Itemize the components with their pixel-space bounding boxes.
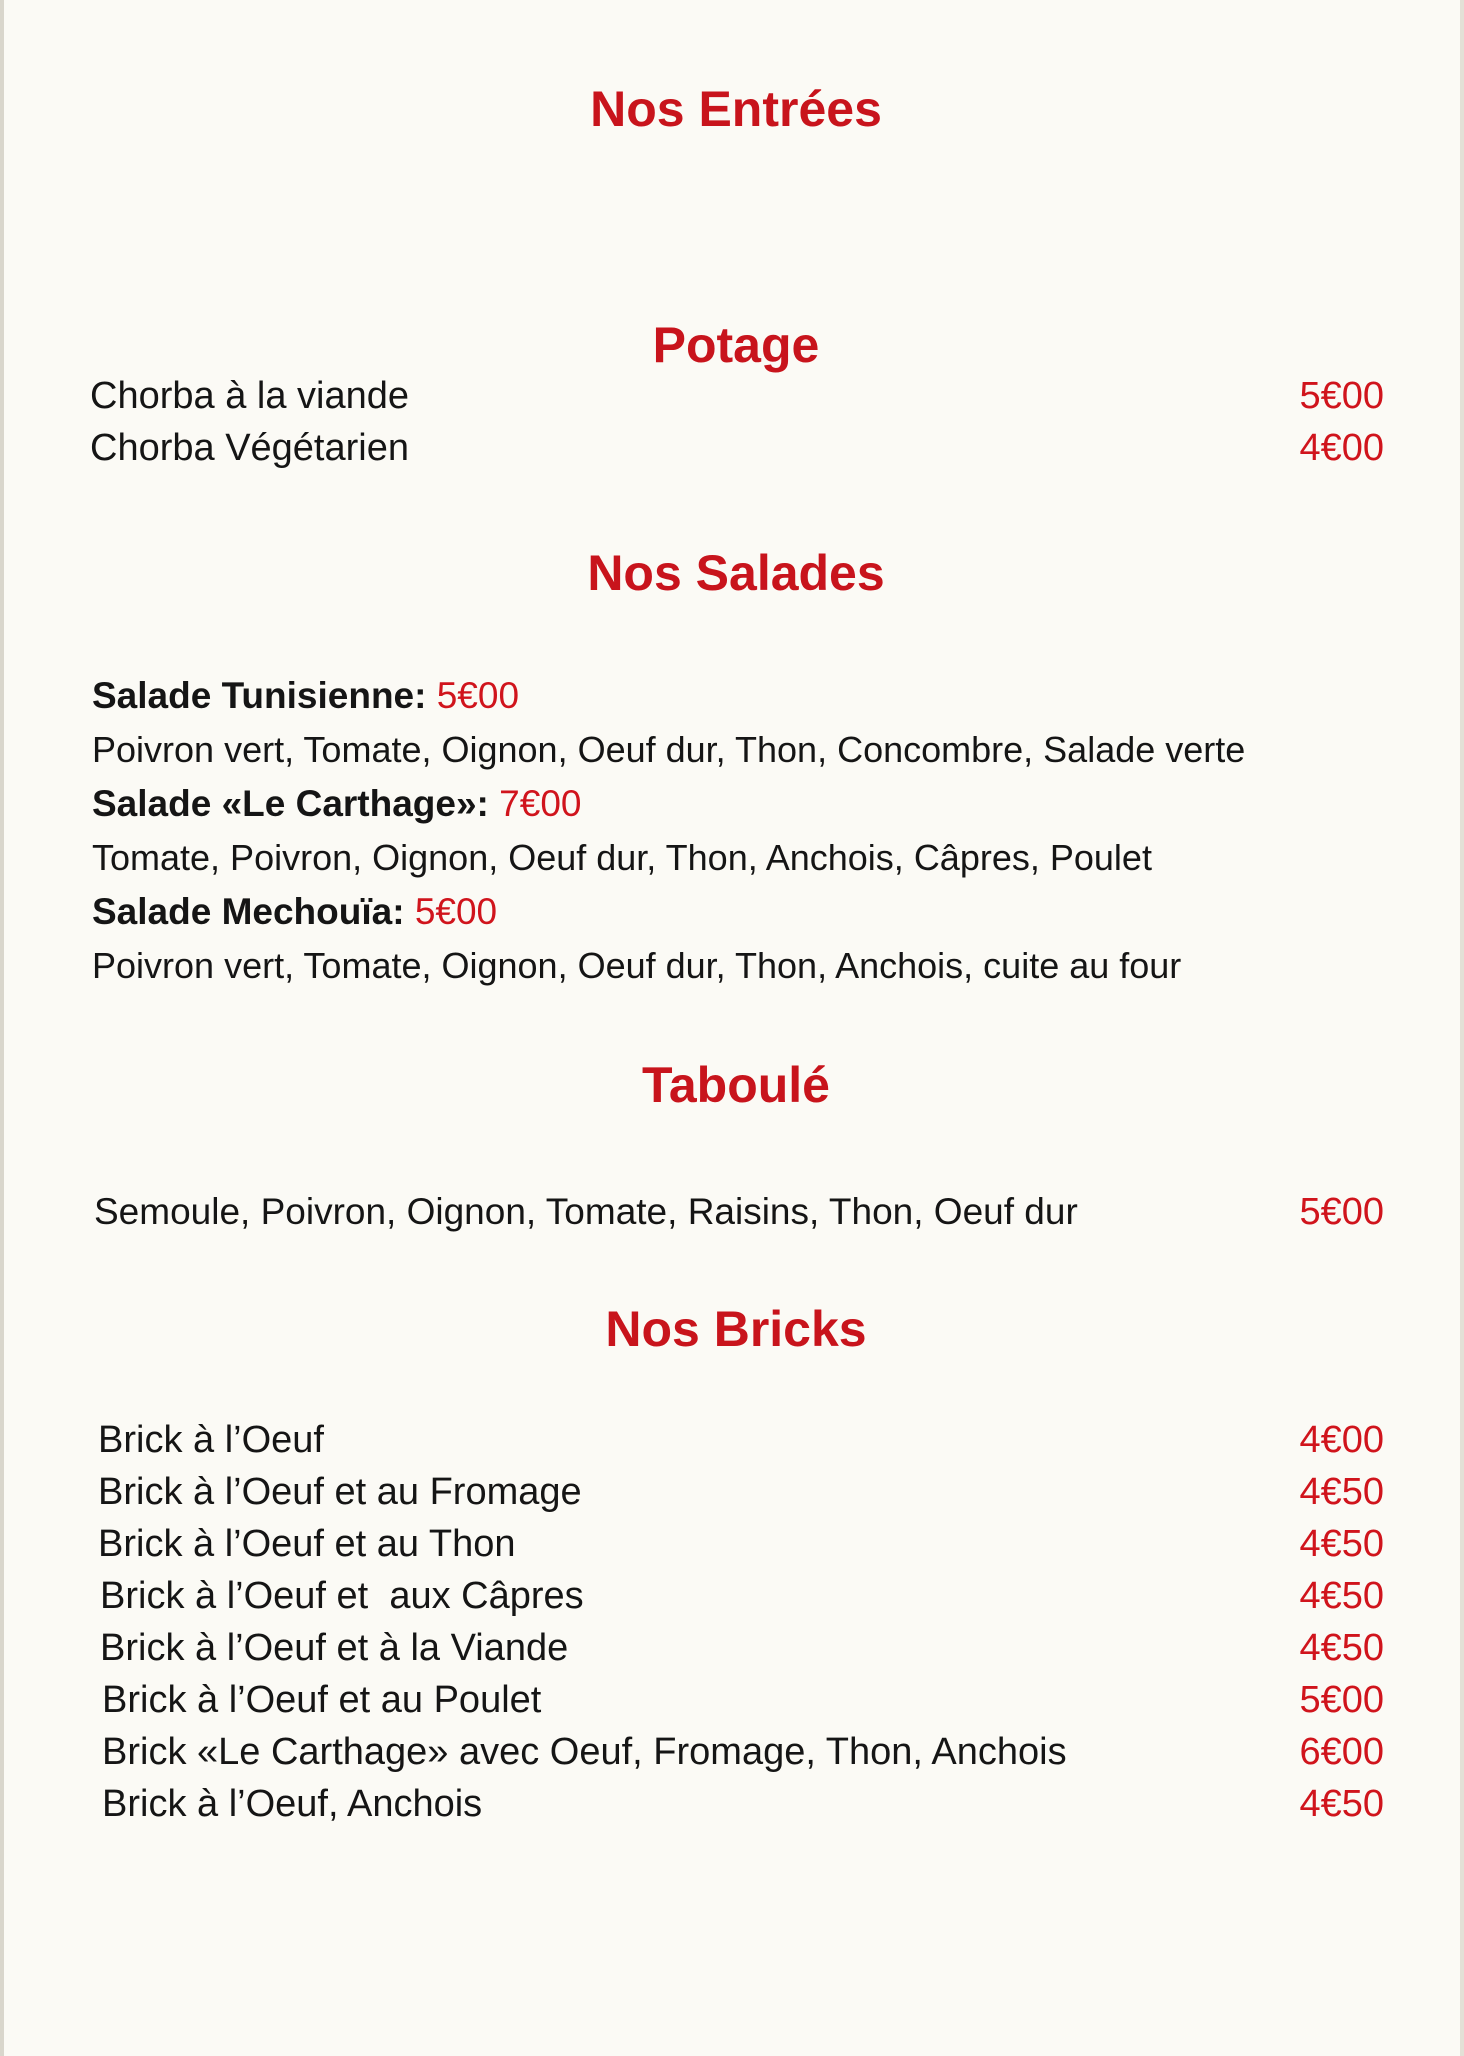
menu-item-name: Brick à l’Oeuf <box>98 1419 324 1461</box>
menu-item-price: 5€00 <box>1299 1191 1384 1233</box>
menu-item-price: 4€50 <box>1299 1627 1384 1669</box>
menu-item-name: Semoule, Poivron, Oignon, Tomate, Raisins, Thon, Oeuf dur <box>94 1191 1078 1232</box>
menu-item-name: Chorba à la viande <box>90 375 409 417</box>
menu-item-price: 5€00 <box>1299 1679 1384 1721</box>
menu-item-price: 4€00 <box>1299 427 1384 469</box>
section-title-salades: Nos Salades <box>587 545 885 601</box>
menu-item <box>4 424 1464 472</box>
menu-item-price: 5€00 <box>1299 375 1384 417</box>
menu-item-price: 4€00 <box>1299 1419 1384 1461</box>
menu-item-name: Brick à l’Oeuf et au Fromage <box>98 1471 582 1513</box>
salad-name: Salade «Le Carthage»: <box>92 783 489 824</box>
salad-description: Poivron vert, Tomate, Oignon, Oeuf dur, Thon, Concombre, Salade verte <box>92 729 1246 770</box>
salad-description: Poivron vert, Tomate, Oignon, Oeuf dur, Thon, Anchois, cuite au four <box>92 945 1182 986</box>
section-title-bricks: Nos Bricks <box>605 1301 867 1357</box>
salad-price: 7€00 <box>499 783 582 824</box>
menu-item <box>4 1520 1464 1568</box>
menu-item <box>4 1780 1464 1828</box>
salad-description: Tomate, Poivron, Oignon, Oeuf dur, Thon, Anchois, Câpres, Poulet <box>92 837 1152 878</box>
page-title: Nos Entrées <box>590 81 882 137</box>
section-title-taboule: Taboulé <box>642 1057 830 1113</box>
menu-item-name: Brick à l’Oeuf et à la Viande <box>100 1627 569 1669</box>
menu-item <box>4 1416 1464 1464</box>
menu-item-name: Brick à l’Oeuf et au Thon <box>98 1523 516 1565</box>
menu-item-name: Chorba Végétarien <box>90 427 409 469</box>
menu-item-price: 4€50 <box>1299 1575 1384 1617</box>
salad-name: Salade Tunisienne: <box>92 675 427 716</box>
salad-price: 5€00 <box>414 891 498 932</box>
menu-item-name: Brick à l’Oeuf et au Poulet <box>102 1679 542 1721</box>
salad-header <box>92 888 497 936</box>
menu-item <box>4 1728 1464 1776</box>
menu-item-name: Brick «Le Carthage» avec Oeuf, Fromage, Thon, Anchois <box>102 1731 1067 1773</box>
menu-item <box>4 372 1464 420</box>
menu-item <box>4 1624 1464 1672</box>
menu-item-price: 4€50 <box>1299 1523 1384 1565</box>
section-title-potage: Potage <box>652 317 820 373</box>
menu-item-name: Brick à l’Oeuf et aux Câpres <box>100 1575 584 1617</box>
menu-item <box>4 1676 1464 1724</box>
menu-item-name: Brick à l’Oeuf, Anchois <box>102 1783 483 1825</box>
salad-price: 5€00 <box>436 675 520 716</box>
salad-header <box>92 780 581 828</box>
salad-name: Salade Mechouïa: <box>92 891 405 932</box>
menu-item <box>4 1572 1464 1620</box>
menu-item <box>4 1468 1464 1516</box>
menu-item-price: 6€00 <box>1299 1731 1384 1773</box>
menu-item-price: 4€50 <box>1299 1471 1384 1513</box>
salad-header <box>92 672 519 720</box>
menu-item <box>4 1188 1464 1236</box>
menu-item-price: 4€50 <box>1299 1783 1384 1825</box>
